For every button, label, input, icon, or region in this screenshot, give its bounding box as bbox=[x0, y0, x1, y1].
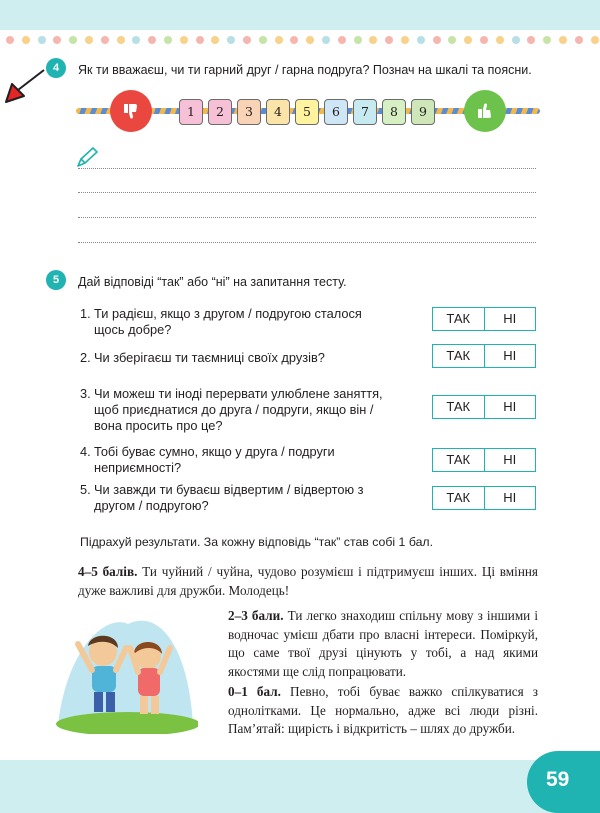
decor-dot bbox=[117, 36, 125, 44]
red-arrow-icon bbox=[4, 66, 46, 104]
scale-bead-4[interactable]: 4 bbox=[266, 99, 290, 125]
decor-dots bbox=[0, 36, 600, 46]
bottom-decor-band bbox=[0, 760, 600, 813]
decor-dot bbox=[85, 36, 93, 44]
question-number: 3. bbox=[80, 386, 91, 401]
no-option[interactable]: НІ bbox=[503, 311, 517, 326]
decor-dot bbox=[38, 36, 46, 44]
scale-bead-7[interactable]: 7 bbox=[353, 99, 377, 125]
yes-option[interactable]: ТАК bbox=[433, 396, 485, 418]
result-2-3 bbox=[228, 607, 538, 681]
task-5-text: Дай відповіді “так” або “ні” на запитання тесту. bbox=[78, 275, 347, 289]
decor-dot bbox=[290, 36, 298, 44]
scale-bead-2[interactable]: 2 bbox=[208, 99, 232, 125]
scale-bead-9[interactable]: 9 bbox=[411, 99, 435, 125]
scale-bead-6[interactable]: 6 bbox=[324, 99, 348, 125]
answer-box-2 bbox=[432, 344, 536, 368]
question-number: 2. bbox=[80, 350, 91, 365]
yes-option[interactable]: ТАК bbox=[433, 345, 485, 367]
decor-dot bbox=[369, 36, 377, 44]
decor-dot bbox=[512, 36, 520, 44]
answer-line[interactable] bbox=[78, 217, 536, 218]
decor-dot bbox=[22, 36, 30, 44]
decor-dot bbox=[69, 36, 77, 44]
answer-line[interactable] bbox=[78, 242, 536, 243]
decor-dot bbox=[433, 36, 441, 44]
question-3 bbox=[80, 386, 425, 434]
no-option[interactable]: НІ bbox=[503, 348, 517, 363]
result-score: 2–3 бали. bbox=[228, 608, 284, 623]
no-option[interactable]: НІ bbox=[503, 452, 517, 467]
answer-box-4 bbox=[432, 448, 536, 472]
decor-dot bbox=[575, 36, 583, 44]
scale-bead-3[interactable]: 3 bbox=[237, 99, 261, 125]
decor-dot bbox=[148, 36, 156, 44]
decor-dot bbox=[401, 36, 409, 44]
decor-dot bbox=[259, 36, 267, 44]
decor-dot bbox=[591, 36, 599, 44]
result-score: 0–1 бал. bbox=[228, 684, 281, 699]
decor-dot bbox=[464, 36, 472, 44]
pencil-icon bbox=[76, 146, 100, 168]
decor-dot bbox=[385, 36, 393, 44]
decor-dot bbox=[211, 36, 219, 44]
result-4-5 bbox=[78, 563, 538, 600]
question-text: Чи зберігаєш ти таємниці своїх друзів? bbox=[94, 350, 325, 365]
result-text: Ти легко знаходиш спільну мову з іншими і водночас умієш дбати про власні інтереси. Поміркуй, що саме твої друзі цінують у тобі, а над якими якостями ще слід попрацювати. bbox=[228, 608, 538, 679]
question-text: Чи завжди ти буваєш відвертим / відвертою з другом / подругою? bbox=[94, 482, 364, 513]
decor-dot bbox=[275, 36, 283, 44]
decor-dot bbox=[243, 36, 251, 44]
decor-dot bbox=[164, 36, 172, 44]
decor-dot bbox=[448, 36, 456, 44]
rating-scale bbox=[76, 90, 540, 134]
scale-bead-1[interactable]: 1 bbox=[179, 99, 203, 125]
no-option[interactable]: НІ bbox=[503, 490, 517, 505]
count-instruction: Підрахуй результати. За кожну відповідь “так” став собі 1 бал. bbox=[80, 535, 434, 549]
decor-dot bbox=[53, 36, 61, 44]
task-4-text: Як ти вважаєш, чи ти гарний друг / гарна подруга? Познач на шкалі та поясни. bbox=[78, 63, 532, 77]
question-number: 4. bbox=[80, 444, 91, 459]
question-number: 5. bbox=[80, 482, 91, 497]
decor-dot bbox=[417, 36, 425, 44]
answer-line[interactable] bbox=[78, 168, 536, 169]
result-text: Ти чуйний / чуйна, чудово розумієш і підтримуєш інших. Ці вміння дуже важливі для дружби. Молодець! bbox=[78, 564, 538, 598]
decor-dot bbox=[101, 36, 109, 44]
question-text: Ти радієш, якщо з другом / подругою сталося щось добре? bbox=[94, 306, 362, 337]
decor-dot bbox=[180, 36, 188, 44]
answer-box-1 bbox=[432, 307, 536, 331]
result-0-1 bbox=[228, 683, 538, 739]
decor-dot bbox=[559, 36, 567, 44]
children-illustration bbox=[48, 604, 198, 734]
question-4 bbox=[80, 444, 425, 476]
no-option[interactable]: НІ bbox=[503, 399, 517, 414]
decor-dot bbox=[132, 36, 140, 44]
decor-dot bbox=[496, 36, 504, 44]
question-1 bbox=[80, 306, 425, 338]
decor-dot bbox=[543, 36, 551, 44]
question-text: Тобі буває сумно, якщо у друга / подруги неприємності? bbox=[94, 444, 335, 475]
question-number: 1. bbox=[80, 306, 91, 321]
question-text: Чи можеш ти іноді перервати улюблене заняття, щоб приєднатися до друга / подруги, якщо він / вона просить про це? bbox=[94, 386, 383, 433]
decor-dot bbox=[227, 36, 235, 44]
answer-line[interactable] bbox=[78, 192, 536, 193]
decor-dot bbox=[338, 36, 346, 44]
answer-box-3 bbox=[432, 395, 536, 419]
result-text: Певно, тобі буває важко спілкуватися з однолітками. Це нормально, адже всі люди різні. Пам’ятай: щирість і відкритість – шлях до дружби. bbox=[228, 684, 539, 736]
decor-dot bbox=[354, 36, 362, 44]
scale-bead-8[interactable]: 8 bbox=[382, 99, 406, 125]
question-5 bbox=[80, 482, 425, 514]
decor-dot bbox=[322, 36, 330, 44]
decor-dot bbox=[480, 36, 488, 44]
question-2 bbox=[80, 350, 425, 366]
yes-option[interactable]: ТАК bbox=[433, 449, 485, 471]
decor-dot bbox=[527, 36, 535, 44]
task-5-number: 5 bbox=[46, 270, 66, 290]
decor-dot bbox=[306, 36, 314, 44]
top-decor-band bbox=[0, 0, 600, 30]
task-4-number: 4 bbox=[46, 58, 66, 78]
yes-option[interactable]: ТАК bbox=[433, 487, 485, 509]
thumbs-down-icon bbox=[110, 90, 152, 132]
thumbs-up-icon bbox=[464, 90, 506, 132]
page-number: 59 bbox=[546, 768, 570, 791]
decor-dot bbox=[196, 36, 204, 44]
scale-bead-5[interactable]: 5 bbox=[295, 99, 319, 125]
decor-dot bbox=[6, 36, 14, 44]
result-score: 4–5 балів. bbox=[78, 564, 138, 579]
answer-box-5 bbox=[432, 486, 536, 510]
yes-option[interactable]: ТАК bbox=[433, 308, 485, 330]
